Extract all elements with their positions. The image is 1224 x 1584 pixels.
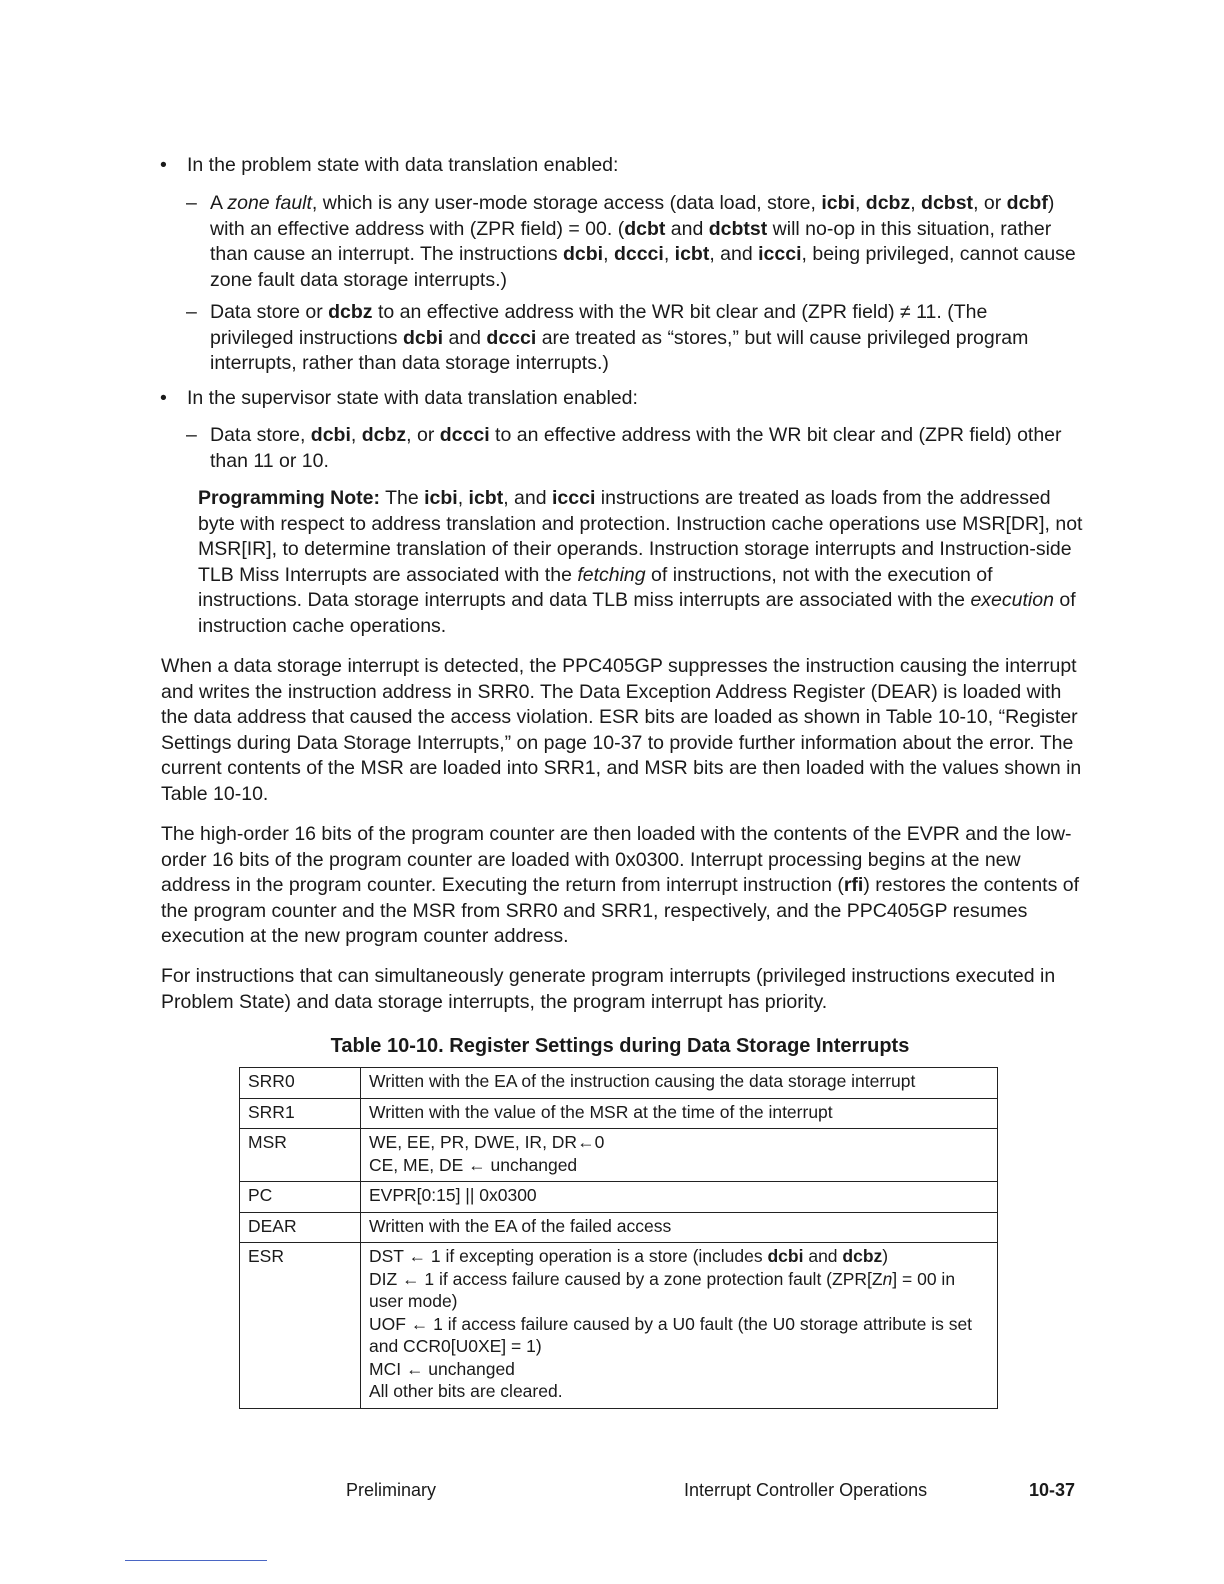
bullet-marker: • (160, 387, 167, 409)
table-row (240, 1098, 998, 1129)
register-name: DEAR (240, 1212, 361, 1243)
paragraph-interrupt-detected: When a data storage interrupt is detected, the PPC405GP suppresses the instruction causing the interrupt and writes the instruction address in SRR0. The Data Exception Address Register (DEAR) is loaded with the data address that caused the access violation. ESR bits are loaded as shown in Table 10-10, “Register Settings during Data Storage Interrupts,” on page 10-37 to provide further information about the error. The current contents of the MSR are loaded into SRR1, and MSR bits are then loaded with the values shown in Table 10-10. (161, 655, 1082, 805)
register-setting: EVPR[0:15] || 0x0300 (361, 1182, 998, 1213)
paragraph-priority: For instructions that can simultaneously generate program interrupts (privileged instructions executed in Problem State) and data storage interrupts, the program interrupt has priority. (161, 965, 1056, 1013)
esr-other: All other bits are cleared. (369, 1381, 563, 1401)
register-setting: Written with the value of the MSR at the time of the interrupt (361, 1098, 998, 1129)
esr-uof: UOF ← 1 if access failure caused by a U0 fault (the U0 storage attribute is set and CCR0[U0XE] = 1) (369, 1313, 973, 1356)
footer-rule (125, 1560, 267, 1561)
bullet-text: In the problem state with data translation enabled: (187, 154, 619, 176)
dash-item-supervisor-store (186, 423, 1076, 474)
programming-note: Programming Note: The icbi, icbt, and iccci instructions are treated as loads from the addressed byte with respect to address translation and protection. Instruction cache operations use MSR[DR], not MSR[IR], to determine translation of their operands. Instruction storage interrupts and Instruction-side TLB Miss Interrupts are associated with the fetching of instructions, not with the execution of instructions. Data storage interrupts and data TLB miss interrupts are associated with the execution of instruction cache operations. (198, 487, 1083, 637)
dash-marker: – (186, 192, 197, 214)
dash-text: A zone fault, which is any user-mode storage access (data load, store, icbi, dcbz, dcbst, or dcbf) with an effective address with (ZPR field) = 00. (dcbt and dcbtst will no-op in this situation, rather than cause an interrupt. The instructions dcbi, dccci, icbt, and iccci, being privileged, cannot cause zone fault data storage interrupts.) (210, 192, 1076, 291)
bullet-marker: • (160, 154, 167, 176)
bullet-text: In the supervisor state with data translation enabled: (187, 387, 638, 409)
register-name: ESR (240, 1243, 361, 1409)
register-name: SRR0 (240, 1068, 361, 1099)
dash-text: Data store, dcbi, dcbz, or dccci to an effective address with the WR bit clear and (ZPR field) other than 11 or 10. (210, 424, 1062, 472)
table-row (240, 1182, 998, 1213)
register-setting (361, 1243, 998, 1409)
dash-text: Data store or dcbz to an effective address with the WR bit clear and (ZPR field) ≠ 11. (The privileged instructions dcbi and dccci are treated as “stores,” but will cause privileged program interrupts, rather than data storage interrupts.) (210, 301, 1029, 374)
dash-marker: – (186, 301, 197, 323)
dash-marker: – (186, 424, 197, 446)
paragraph-program-counter: The high-order 16 bits of the program counter are then loaded with the contents of the EVPR and the low-order 16 bits of the program counter are loaded with 0x0300. Interrupt processing begins at the new address in the program counter. Executing the return from interrupt instruction (rfi) restores the contents of the program counter and the MSR from SRR0 and SRR1, respectively, and the PPC405GP resumes execution at the new program counter address. (161, 823, 1080, 947)
register-setting: WE, EE, PR, DWE, IR, DR←0 CE, ME, DE ← unchanged (361, 1129, 998, 1182)
register-name: MSR (240, 1129, 361, 1182)
esr-mci: MCI ← unchanged (369, 1358, 515, 1379)
table-row (240, 1068, 998, 1099)
note-label: Programming Note: (198, 487, 381, 509)
esr-dst: DST ← 1 if excepting operation is a store (includes dcbi and dcbz) (369, 1246, 889, 1266)
page-number: 10-37 (1029, 1480, 1076, 1500)
table-row (240, 1212, 998, 1243)
esr-diz: DIZ ← 1 if access failure caused by a zone protection fault (ZPR[Zn] = 00 in user mode) (369, 1268, 956, 1311)
register-name: PC (240, 1182, 361, 1213)
footer-chapter-title: Interrupt Controller Operations (684, 1480, 928, 1500)
table-caption: Table 10-10. Register Settings during Data Storage Interrupts (330, 1035, 910, 1057)
dash-item-zone-fault (186, 191, 1076, 293)
footer-status: Preliminary (346, 1480, 437, 1500)
register-name: SRR1 (240, 1098, 361, 1129)
register-settings-table (239, 1067, 998, 1409)
dash-item-data-store (186, 300, 1076, 377)
register-setting: Written with the EA of the failed access (361, 1212, 998, 1243)
table-row (240, 1243, 998, 1409)
table-row (240, 1129, 998, 1182)
register-setting: Written with the EA of the instruction causing the data storage interrupt (361, 1068, 998, 1099)
